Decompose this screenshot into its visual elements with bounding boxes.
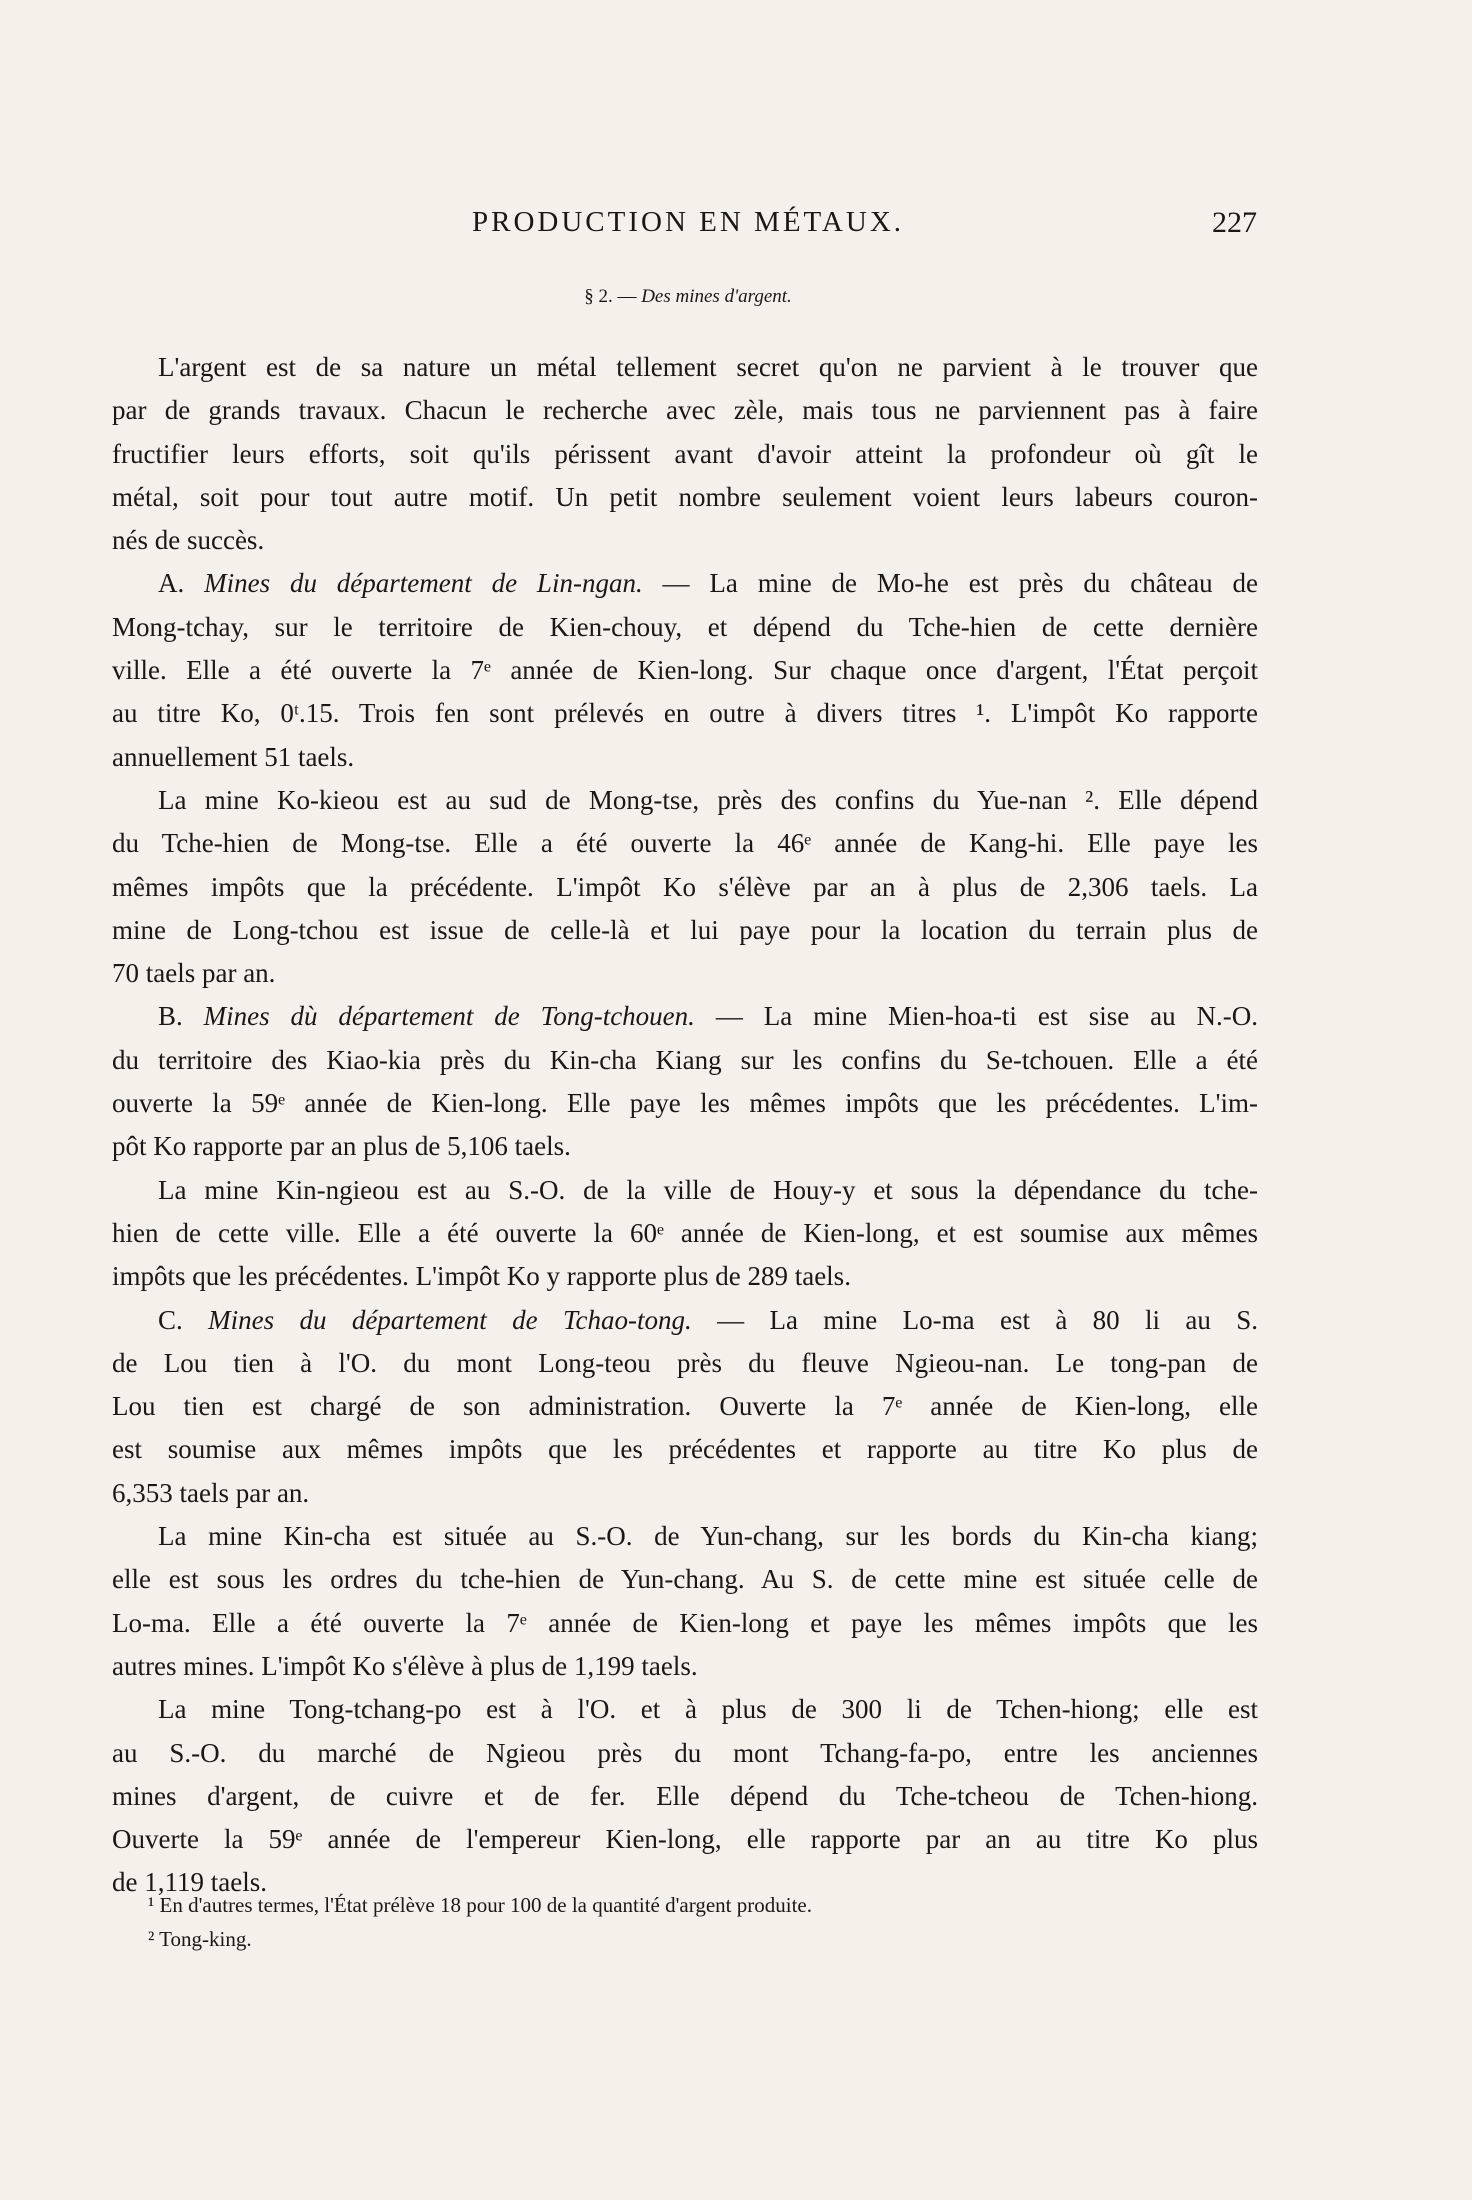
text-line: La mine Kin-cha est située au S.-O. de Yun-chang, sur les bords du Kin-cha kiang; (158, 1521, 1258, 1552)
page-number: 227 (1212, 206, 1257, 239)
text-line: du Tche-hien de Mong-tse. Elle a été ouverte la 46ᵉ année de Kang-hi. Elle paye les (112, 828, 1258, 859)
text-line: par de grands travaux. Chacun le recherche avec zèle, mais tous ne parviennent pas à faire (112, 395, 1258, 426)
text-run: — La mine de Mo-he est près du château de (642, 568, 1259, 599)
paragraph (112, 1688, 1258, 1904)
paragraph (112, 1169, 1258, 1299)
text-line: fructifier leurs efforts, soit qu'ils périssent avant d'avoir atteint la profondeur où gît le (112, 438, 1258, 469)
text-line: autres mines. L'impôt Ko s'élève à plus de 1,199 taels. (112, 1650, 698, 1681)
text-line: L'argent est de sa nature un métal tellement secret qu'on ne parvient à le trouver que (158, 352, 1258, 382)
section-number: § 2. — (584, 286, 637, 307)
text-line: La mine Kin-ngieou est au S.-O. de la ville de Houy-y et sous la dépendance du tche- (158, 1174, 1258, 1205)
text-line: mines d'argent, de cuivre et de fer. Elle dépend du Tche-tcheou de Tchen-hiong. (112, 1780, 1258, 1811)
text-line: pôt Ko rapporte par an plus de 5,106 taels. (112, 1131, 571, 1162)
text-line: annuellement 51 taels. (112, 741, 355, 772)
text-line: du territoire des Kiao-kia près du Kin-cha Kiang sur les confins du Se-tchouen. Elle a été (112, 1044, 1258, 1075)
text-run: — La mine Lo-ma est à 80 li au S. (691, 1304, 1258, 1335)
footnotes (148, 1888, 812, 1956)
paragraph (112, 779, 1258, 995)
paragraph (112, 1299, 1258, 1515)
text-line (112, 995, 1258, 1038)
text-line (112, 562, 1258, 605)
text-run: — La mine Mien-hoa-ti est sise au N.-O. (694, 1001, 1258, 1032)
text-run: A. (158, 568, 205, 599)
text-line: nés de succès. (112, 525, 265, 556)
section-heading (0, 286, 1376, 308)
text-line: est soumise aux mêmes impôts que les précédentes et rapporte au titre Ko plus de (112, 1434, 1258, 1465)
text-line: métal, soit pour tout autre motif. Un petit nombre seulement voient leurs labeurs couron- (112, 481, 1258, 512)
subsection-title: Mines du département de Lin-ngan. (204, 568, 643, 599)
text-line: elle est sous les ordres du tche-hien de Yun-chang. Au S. de cette mine est située celle de (112, 1564, 1258, 1595)
footnote-2: ² Tong-king. (148, 1927, 252, 1951)
text-line: de Lou tien à l'O. du mont Long-teou près du fleuve Ngieou-nan. Le tong-pan de (112, 1347, 1258, 1378)
running-title: PRODUCTION EN MÉTAUX. (471, 206, 905, 238)
text-run: C. (158, 1304, 209, 1335)
footnote-1: ¹ En d'autres termes, l'État prélève 18 pour 100 de la quantité d'argent produite. (148, 1893, 812, 1917)
text-line: Ouverte la 59ᵉ année de l'empereur Kien-long, elle rapporte par an au titre Ko plus (112, 1824, 1258, 1855)
text-line: impôts que les précédentes. L'impôt Ko y rapporte plus de 289 taels. (112, 1261, 851, 1292)
text-line (112, 1299, 1258, 1342)
text-line: mine de Long-tchou est issue de celle-là et lui paye pour la location du terrain plus de (112, 914, 1258, 945)
subsection-title: Mines dù département de Tong-tchouen. (203, 1001, 695, 1032)
text-line: mêmes impôts que la précédente. L'impôt Ko s'élève par an à plus de 2,306 taels. La (112, 871, 1258, 902)
text-line: hien de cette ville. Elle a été ouverte la 60ᵉ année de Kien-long, et est soumise aux mêmes (112, 1217, 1258, 1248)
paragraph (112, 1515, 1258, 1688)
text-line: ville. Elle a été ouverte la 7ᵉ année de Kien-long. Sur chaque once d'argent, l'État perçoit (112, 655, 1258, 686)
paragraph (112, 346, 1258, 562)
text-line: 70 taels par an. (112, 958, 276, 989)
text-line: La mine Tong-tchang-po est à l'O. et à plus de 300 li de Tchen-hiong; elle est (158, 1694, 1258, 1725)
text-line: Mong-tchay, sur le territoire de Kien-chouy, et dépend du Tche-hien de cette dernière (112, 611, 1258, 642)
text-line: Lou tien est chargé de son administration. Ouverte la 7ᵉ année de Kien-long, elle (112, 1391, 1258, 1422)
subsection-title: Mines du département de Tchao-tong. (208, 1304, 692, 1335)
text-line: Lo-ma. Elle a été ouverte la 7ᵉ année de Kien-long et paye les mêmes impôts que les (112, 1607, 1258, 1638)
paragraph (112, 562, 1258, 778)
text-line: 6,353 taels par an. (112, 1477, 310, 1508)
section-title: Des mines d'argent. (641, 286, 792, 307)
paragraph (112, 995, 1258, 1168)
body-text (112, 346, 1258, 1905)
text-line: La mine Ko-kieou est au sud de Mong-tse, près des confins du Yue-nan ². Elle dépend (158, 784, 1258, 815)
text-line: de 1,119 taels. (112, 1867, 267, 1898)
text-line: ouverte la 59ᵉ année de Kien-long. Elle paye les mêmes impôts que les précédentes. L'im- (112, 1088, 1258, 1119)
text-line: au titre Ko, 0ᵗ.15. Trois fen sont prélevés en outre à divers titres ¹. L'impôt Ko rapporte (112, 698, 1258, 729)
text-line: au S.-O. du marché de Ngieou près du mont Tchang-fa-po, entre les anciennes (112, 1737, 1258, 1768)
text-run: B. (158, 1001, 204, 1032)
